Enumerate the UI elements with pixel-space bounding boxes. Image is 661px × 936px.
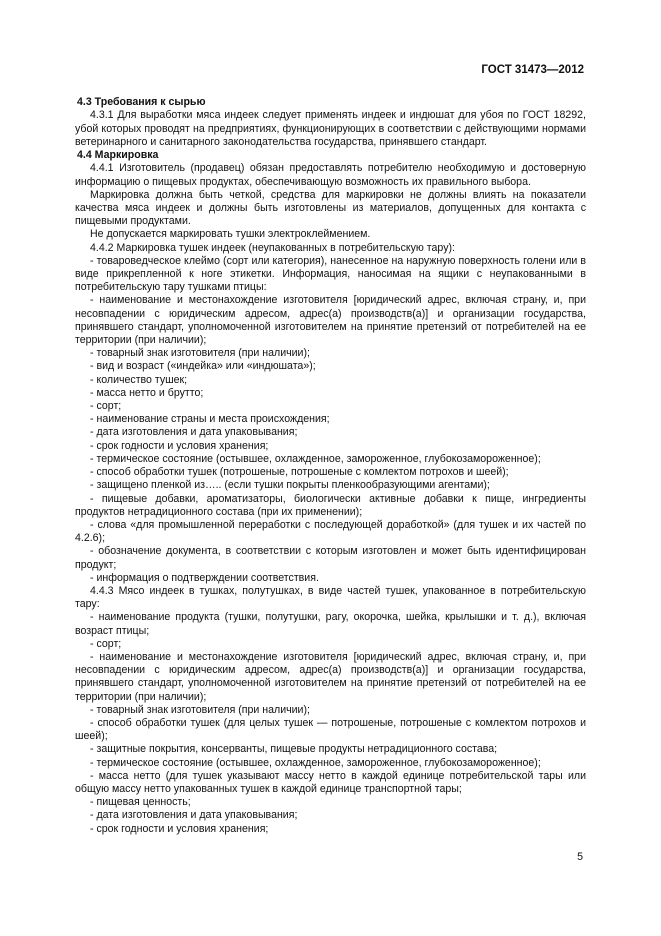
paragraph: - пищевая ценность; (90, 796, 191, 809)
paragraph: - масса нетто (для тушек указывают массу нетто в каждой единице потребительской тары или общую массу нетто упакованных тушек в каждой единице транспортной тары; (75, 769, 586, 795)
paragraph: 4.4.2 Маркировка тушек индеек (неупакованных в потребительскую тару): (90, 241, 455, 254)
paragraph: - количество тушек; (90, 373, 188, 386)
paragraph: - дата изготовления и дата упаковывания; (90, 809, 298, 822)
paragraph: - способ обработки тушек (потрошеные, потрошеные с комлектом потрохов и шеей); (90, 466, 509, 479)
paragraph: Маркировка должна быть четкой, средства для маркировки не должны влиять на показатели качества мяса индеек и должны быть изготовлены из материалов, допущенных для контакта с пищевыми продуктами. (75, 188, 586, 228)
paragraph: - срок годности и условия хранения; (90, 439, 269, 452)
paragraph: 4.3.1 Для выработки мяса индеек следует применять индеек и индюшат для убоя по ГОСТ 18292, убой которых проводят на предприятиях, функционирующих в соответствии с действующими нормами ветеринарного и санитарного законодательства государства, принявшего стандарт. (75, 109, 586, 148)
paragraph: - защитные покрытия, консерванты, пищевые продукты нетрадиционного состава; (90, 743, 498, 756)
page-number: 5 (577, 851, 583, 863)
paragraph: 4.4.3 Мясо индеек в тушках, полутушках, в виде частей тушек, упакованное в потребительскую тару: (75, 584, 586, 611)
paragraph: - срок годности и условия хранения; (90, 822, 269, 835)
paragraph: - способ обработки тушек (для целых тушек — потрошеные, потрошеные с комлектом потрохов и шеей); (75, 716, 586, 743)
paragraph: - наименование и местонахождение изготовителя [юридический адрес, включая страну, и, при несовпадении с юридическим адресом, адрес(а) производств(а)] и организации государства, принявшего стандарт, уполномоченной изготовителем на принятие претензий от потребителей на ее территории (при наличии); (75, 650, 586, 703)
paragraph: - дата изготовления и дата упаковывания; (90, 426, 298, 439)
paragraph: - наименование страны и места происхождения; (90, 413, 330, 426)
paragraph: Не допускается маркировать тушки электроклеймением. (90, 228, 371, 241)
paragraph: - товарный знак изготовителя (при наличии); (90, 347, 310, 360)
paragraph: - термическое состояние (остывшее, охлажденное, замороженное, глубокозамороженное); (90, 756, 541, 769)
paragraph: - наименование продукта (тушки, полутушки, рагу, окорочка, шейка, крылышки и т. д.), включая возраст птицы; (75, 611, 586, 637)
paragraph: - обозначение документа, в соответствии с которым изготовлен и может быть идентифицирован продукт; (75, 545, 586, 571)
paragraph: - товарный знак изготовителя (при наличии); (90, 703, 310, 716)
document-body (75, 96, 586, 836)
paragraph: - защищено пленкой из….. (если тушки покрыты пленкообразующими агентами); (90, 479, 490, 492)
paragraph: - сорт; (90, 400, 122, 413)
section-heading: 4.3 Требования к сырью (77, 96, 206, 108)
paragraph: - слова «для промышленной переработки с последующей доработкой» (для тушек и их частей по 4.2.6); (75, 518, 586, 545)
paragraph: 4.4.1 Изготовитель (продавец) обязан предоставлять потребителю необходимую и достоверную информацию о пищевых продуктах, обеспечивающую возможность их правильного выбора. (75, 162, 586, 188)
paragraph: - сорт; (90, 637, 122, 650)
paragraph: - наименование и местонахождение изготовителя [юридический адрес, включая страну, и, при несовпадении с юридическим адресом, адрес(а) производств(а)] и организации государства, принявшего стандарт, уполномоченной изготовителем на принятие претензий от потребителей на ее территории (при наличии); (75, 294, 586, 347)
document-code-header: ГОСТ 31473—2012 (481, 64, 584, 76)
paragraph: - пищевые добавки, ароматизаторы, биологически активные добавки к пище, ингредиенты продуктов нетрадиционного состава (при их применении); (75, 492, 586, 518)
paragraph: - масса нетто и брутто; (90, 386, 204, 399)
section-heading: 4.4 Маркировка (77, 149, 159, 162)
paragraph: - термическое состояние (остывшее, охлажденное, замороженное, глубокозамороженное); (90, 452, 541, 465)
paragraph: - вид и возраст («индейка» или «индюшата»); (90, 360, 316, 373)
paragraph: - товароведческое клеймо (сорт или категория), нанесенное на наружную поверхность голени или в виде прикрепленной к ноге этикетки. Информация, наносимая на ящики с неупакованными в потребительскую тару тушками птицы: (75, 254, 586, 294)
paragraph: - информация о подтверждении соответствия. (90, 571, 319, 584)
